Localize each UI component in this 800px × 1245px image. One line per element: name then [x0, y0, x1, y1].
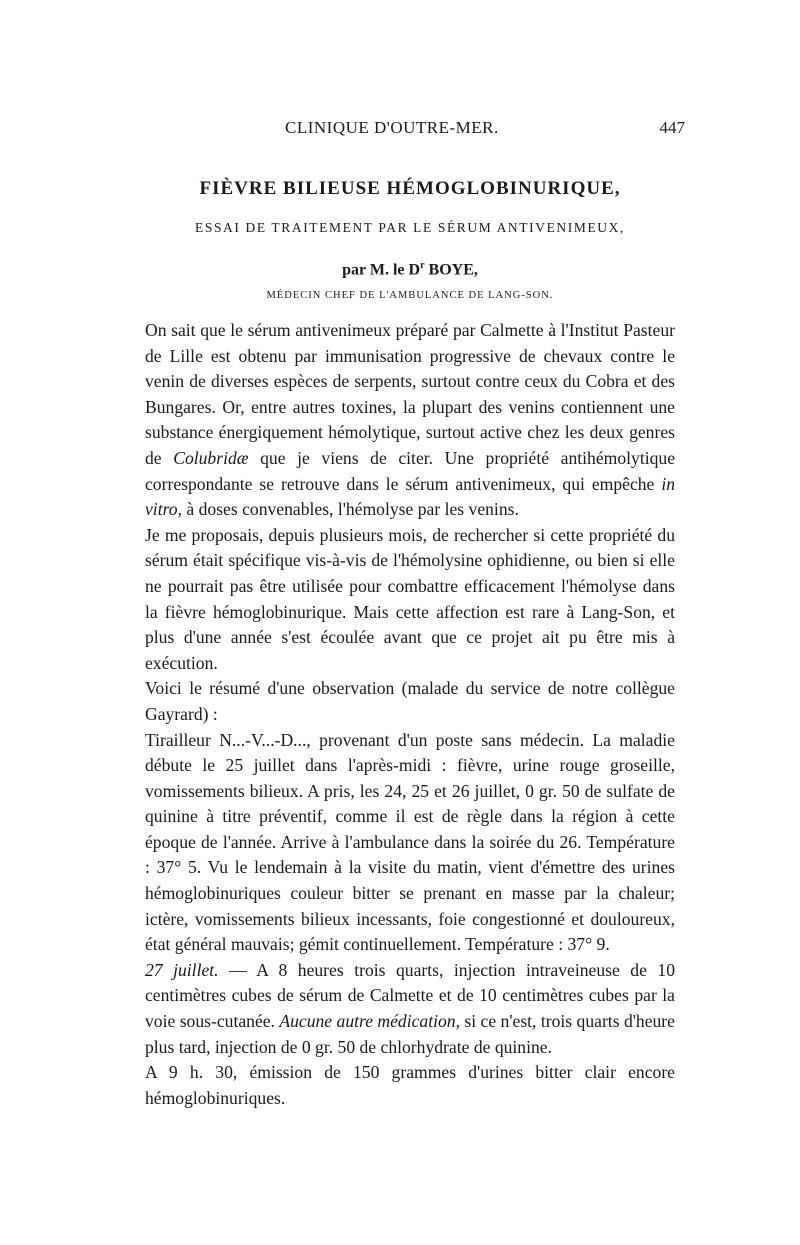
author-name: BOYE, — [424, 261, 478, 279]
paragraph-text: que je viens de citer. Une propriété antihémolytique correspondante se retrouve dans le sérum antivenimeux, qui empêche — [145, 447, 675, 494]
article-subtitle: ESSAI DE TRAITEMENT PAR LE SÉRUM ANTIVENIMEUX, — [195, 220, 625, 235]
running-title: CLINIQUE D'OUTRE-MER. — [285, 118, 499, 137]
paragraph-text: On sait que le sérum antivenimeux préparé par Calmette à l'Institut Pasteur de Lille est obtenu par immunisation progressive de chevaux contre le venin de diverses espèces de serpents, surtout contre ceux du Cobra et des Bungares. Or, entre autres toxines, la plupart des venins contiennent une substance énergiquement hémolytique, surtout active chez les deux genres de — [145, 320, 675, 468]
paragraph-3: Voici le résumé d'une observation (malade du service de notre collègue Gayrard) : — [145, 678, 675, 724]
italic-term: Aucune autre médication, — [279, 1011, 460, 1032]
running-head — [145, 118, 685, 144]
paragraph-4: Tirailleur N...-V...-D..., provenant d'un poste sans médecin. La maladie débute le 25 juillet dans l'après-midi : fièvre, urine rouge groseille, vomissements bilieux. A pris, les 24, 25 et 26 juillet, 0 gr. 50 de sulfate de quinine à titre préventif, comme il est de règle dans la région à cette époque de l'année. Arrive à l'ambulance dans la soirée du 26. Température : 37° 5. Vu le lendemain à la visite du matin, vient d'émettre des urines hémoglobinuriques couleur bitter se prenant en masse par la chaleur; ictère, vomissements bilieux incessants, foie congestionné et douloureux, état général mauvais; gémit continuellement. Température : 37° 9. — [145, 729, 675, 955]
paragraph-text: si ce n'est, trois quarts d'heure plus tard, injection de 0 gr. 50 de chlorhydrate de quinine. — [145, 1011, 675, 1057]
entry-date: 27 juillet. — [145, 959, 219, 980]
paragraph-text: — A 8 heures trois quarts, injection intraveineuse de 10 centimètres cubes de sérum de Calmette et de 10 centimètres cubes par la voie sous-cutanée. — [145, 959, 675, 1032]
article-body — [145, 318, 675, 1111]
paragraph-text: à doses convenables, l'hémolyse par les venins. — [181, 499, 519, 520]
article-title: FIÈVRE BILIEUSE HÉMOGLOBINURIQUE, — [199, 178, 621, 199]
page-number: 447 — [659, 118, 685, 137]
italic-term: Colubridæ — [173, 447, 249, 468]
paragraph-6: A 9 h. 30, émission de 150 grammes d'urines bitter clair encore hémoglobinuriques. — [145, 1062, 675, 1108]
author-prefix: par M. le D — [342, 261, 421, 279]
italic-term: in vitro, — [145, 473, 675, 520]
paragraph-1 — [145, 318, 675, 523]
author-sup: r — [420, 260, 425, 271]
author-line — [145, 260, 675, 279]
paragraph-5 — [145, 958, 675, 1060]
paragraph-2: Je me proposais, depuis plusieurs mois, de rechercher si cette propriété du sérum était spécifique vis-à-vis de l'hémolysine ophidienne, ou bien si elle ne pourrait pas être utilisée pour combattre efficacement l'hémolyse dans la fièvre hémoglobinurique. Mais cette affection est rare à Lang-Son, et plus d'une année s'est écoulée avant que ce projet ait pu être mis à exécution. — [145, 524, 675, 673]
author-affiliation: MÉDECIN CHEF DE L'AMBULANCE DE LANG-SON. — [266, 290, 554, 301]
